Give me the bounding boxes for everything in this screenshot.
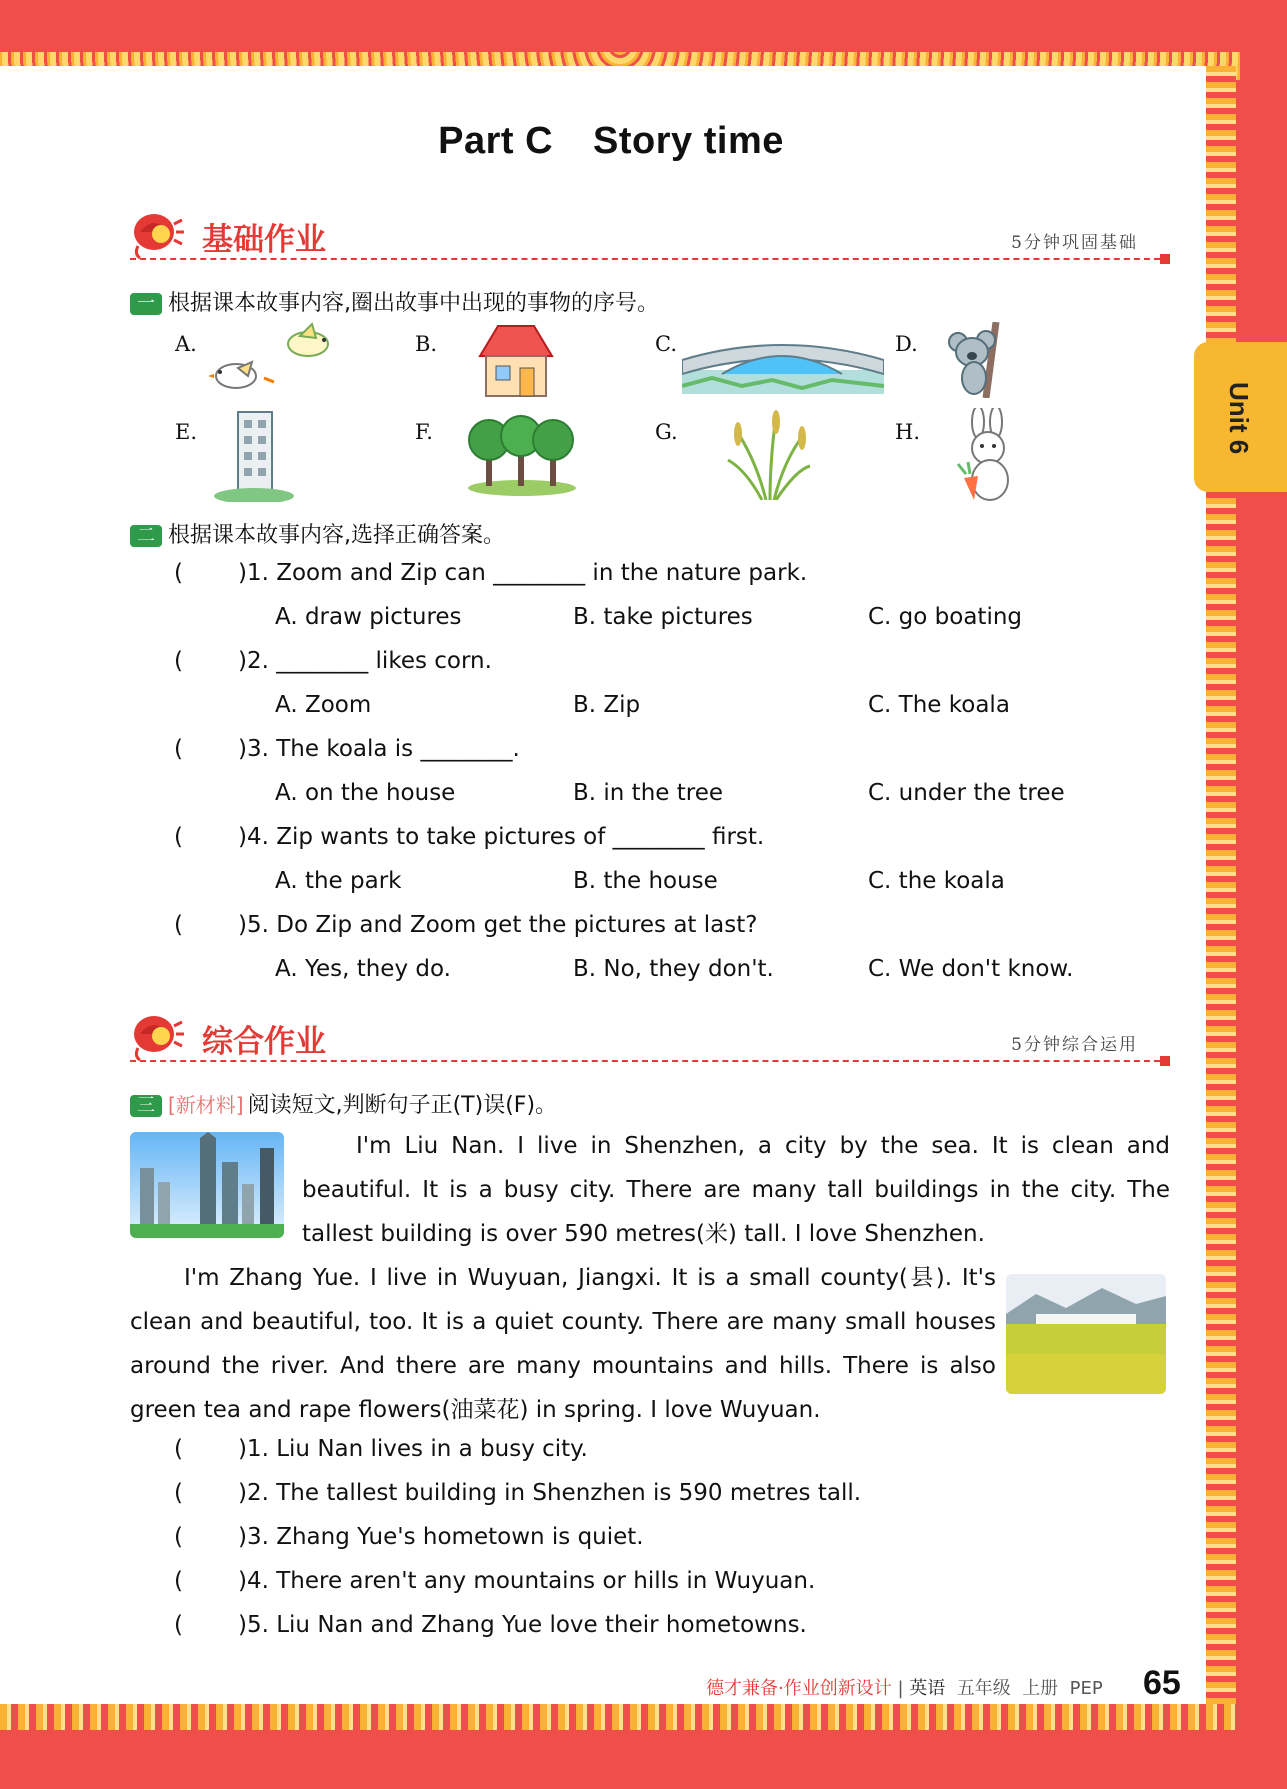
passage-zhang-yue: I'm Zhang Yue. I live in Wuyuan, Jiangxi. It is a small county(县). It's clean and beautiful, too. It is a quiet county. There are many small houses around the river. And there are many mountains and hills. There is also green tea and rape flowers(油菜花) in spring. I love Wuyuan. [130,1265,996,1423]
trees-picture [466,414,578,496]
answer-bracket[interactable]: ( [174,1612,183,1638]
question-2-heading [130,518,505,549]
rabbit-picture [944,408,1024,502]
bottom-border [0,1704,1236,1730]
option-b: B. Zip [573,692,641,718]
question-text: )3. Zhang Yue's hometown is quiet. [238,1524,644,1550]
koala-picture [948,322,1010,398]
part-label: Part C [438,120,554,162]
page-footer [706,1674,1103,1700]
question-text: )1. Liu Nan lives in a busy city. [238,1436,588,1462]
pic-label-b: B. [415,332,438,356]
answer-bracket[interactable]: ( [174,1480,183,1506]
story-title: Story time [593,120,784,162]
answer-bracket[interactable]: ( [174,560,183,586]
footer-brand: 德才兼备·作业创新设计 [706,1678,892,1699]
footer-term: 上册 [1022,1678,1059,1699]
lantern-icon [130,206,184,260]
footer-subject: 英语 [909,1678,946,1699]
option-a: A. Yes, they do. [275,956,451,982]
option-c: C. go boating [868,604,1023,630]
pic-label-h: H. [895,420,920,444]
question-text: )4. Zip wants to take pictures of ________ first. [238,824,765,850]
building-picture [214,410,294,502]
footer-grade: 五年级 [956,1678,1011,1699]
question-text: )5. Do Zip and Zoom get the pictures at last? [238,912,758,938]
question-instruction: 阅读短文,判断句子正(T)误(F)。 [247,1093,558,1118]
option-b: B. No, they don't. [573,956,774,982]
question-instruction: 根据课本故事内容,选择正确答案。 [168,523,505,548]
question-number-badge: 一 [130,293,162,315]
option-b: B. in the tree [573,780,724,806]
option-c: C. the koala [868,868,1005,894]
page-number: 65 [1143,1664,1181,1702]
question-1-heading [130,286,659,317]
pic-label-g: G. [655,420,678,444]
passage-liu-nan: I'm Liu Nan. I live in Shenzhen, a city by the sea. It is clean and beautiful. It is a busy city. There are many tall buildings in the city. The tallest building is over 590 metres(米) tall. I love Shenzhen. [302,1133,1170,1247]
birds-picture [208,322,338,398]
answer-bracket[interactable]: ( [174,824,183,850]
shenzhen-photo [130,1132,284,1238]
pic-label-c: C. [655,332,677,356]
question-number-badge: 二 [130,525,162,547]
answer-bracket[interactable]: ( [174,736,183,762]
option-b: B. the house [573,868,718,894]
option-a: A. the park [275,868,402,894]
section-header-comprehensive [130,1008,1170,1058]
pic-label-e: E. [175,420,198,444]
unit-tab: Unit 6 [1194,342,1287,492]
right-border [1206,66,1236,1716]
option-a: A. on the house [275,780,456,806]
question-number-badge: 三 [130,1095,162,1117]
question-instruction: 根据课本故事内容,圈出故事中出现的事物的序号。 [168,291,659,316]
answer-bracket[interactable]: ( [174,1524,183,1550]
question-3-heading [130,1088,557,1119]
option-c: C. under the tree [868,780,1065,806]
answer-bracket[interactable]: ( [174,1568,183,1594]
section-divider [130,1060,1170,1062]
option-c: C. We don't know. [868,956,1074,982]
page-title [0,120,1222,163]
answer-bracket[interactable]: ( [174,648,183,674]
section-subtitle: 5分钟综合运用 [1011,1035,1138,1055]
question-text: )2. ________ likes corn. [238,648,492,674]
section-title: 综合作业 [202,1024,326,1060]
wuyuan-photo [1006,1274,1166,1394]
pic-label-a: A. [175,332,197,356]
answer-bracket[interactable]: ( [174,1436,183,1462]
section-header-basic [130,206,1170,256]
section-subtitle: 5分钟巩固基础 [1011,233,1138,253]
question-text: )3. The koala is ________. [238,736,520,762]
house-picture [476,322,556,398]
question-text: )1. Zoom and Zip can ________ in the nature park. [238,560,808,586]
question-text: )2. The tallest building in Shenzhen is 590 metres tall. [238,1480,862,1506]
answer-bracket[interactable]: ( [174,912,183,938]
question-text: )5. Liu Nan and Zhang Yue love their hometowns. [238,1612,807,1638]
question-text: )4. There aren't any mountains or hills in Wuyuan. [238,1568,816,1594]
grass-picture [726,410,812,500]
option-b: B. take pictures [573,604,753,630]
section-title: 基础作业 [202,222,326,258]
bridge-picture [682,330,884,394]
lantern-icon [130,1008,184,1062]
new-material-tag: [新材料] [168,1093,244,1117]
footer-separator: | [897,1678,904,1699]
pic-label-f: F. [415,420,433,444]
pic-label-d: D. [895,332,918,356]
footer-edition: PEP [1069,1678,1103,1699]
option-a: A. draw pictures [275,604,462,630]
option-a: A. Zoom [275,692,372,718]
section-divider [130,258,1170,260]
option-c: C. The koala [868,692,1010,718]
